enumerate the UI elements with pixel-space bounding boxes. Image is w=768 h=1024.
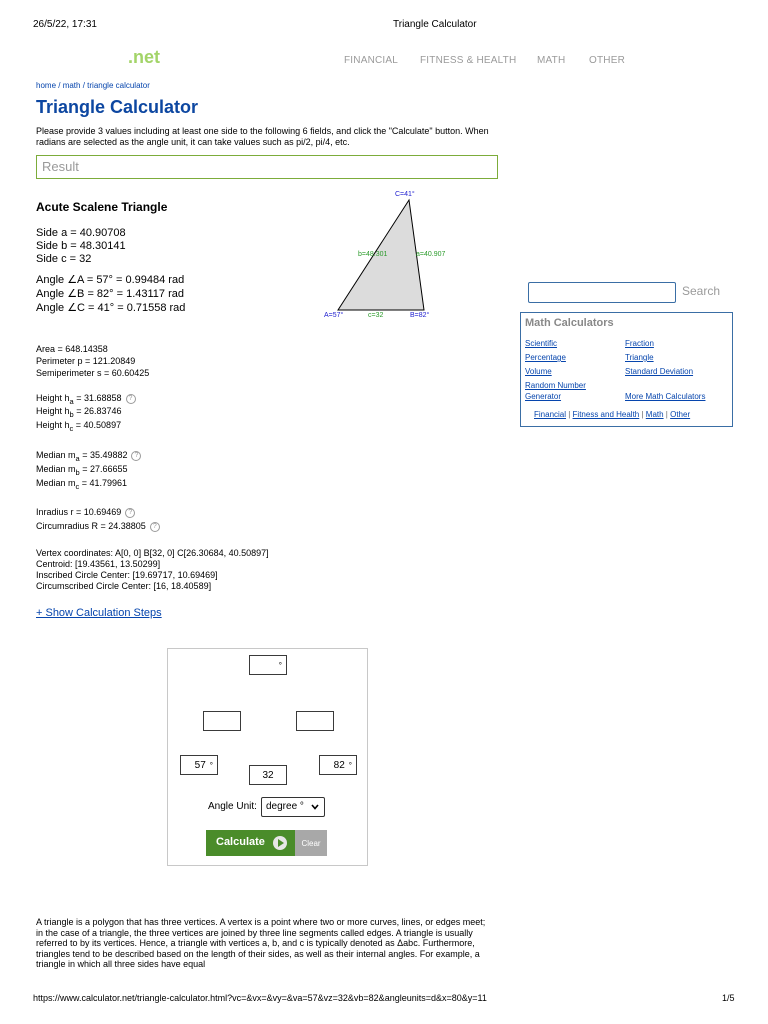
circumcenter-value: Circumscribed Circle Center: [16, 18.40589]	[36, 581, 212, 591]
separator: |	[639, 410, 646, 419]
nav-financial[interactable]: FINANCIAL	[344, 55, 399, 66]
height-label: Height h	[36, 420, 70, 430]
show-calculation-steps-link[interactable]: + Show Calculation Steps	[36, 607, 162, 619]
breadcrumb-home[interactable]: home	[36, 81, 57, 90]
perimeter-value: Perimeter p = 121.20849	[36, 356, 136, 366]
nav-other[interactable]: OTHER	[589, 55, 625, 66]
help-icon[interactable]: ?	[131, 451, 141, 461]
height-subscript: a	[69, 396, 74, 406]
median-subscript: a	[75, 453, 80, 463]
semiperimeter-value: Semiperimeter s = 60.60425	[36, 368, 150, 378]
print-url: https://www.calculator.net/triangle-calculator.html?vc=&vx=&vy=&va=57&vz=32&vb=82&angleunits=d&x=80&y=11	[33, 993, 487, 1003]
height-number: = 31.68858	[73, 393, 122, 403]
inradius-text: Inradius r = 10.69469	[36, 507, 122, 517]
circumradius-text: Circumradius R = 24.38805	[36, 521, 146, 531]
result-header: Result	[36, 155, 498, 179]
breadcrumb-separator: /	[80, 81, 88, 90]
degree-symbol: °	[278, 660, 282, 670]
link-standard-deviation[interactable]: Standard Deviation	[625, 367, 694, 376]
height-label: Height h	[36, 393, 70, 403]
median-label: Median m	[36, 450, 76, 460]
angle-unit-value: degree °	[266, 801, 304, 812]
angle-a-input[interactable]	[180, 755, 218, 775]
print-title: Triangle Calculator	[393, 19, 477, 30]
side-c-label: c=32	[368, 312, 384, 319]
search-button[interactable]: Search	[682, 284, 721, 298]
triangle-type: Acute Scalene Triangle	[36, 200, 168, 214]
link-scientific[interactable]: Scientific	[525, 339, 558, 348]
link-random-number-generator-2[interactable]: Generator	[525, 392, 562, 401]
inradius-value	[36, 507, 135, 518]
angle-unit-label: Angle Unit:	[208, 801, 257, 812]
height-label: Height h	[36, 406, 70, 416]
triangle-description: A triangle is a polygon that has three vertices. A vertex is a point where two or more curves, lines, or edges meet; in the case of a triangle, the three vertices are joined by three line segments called edges. A triangle is usually referred to by its vertices. Hence, a triangle with vertices a, b, and c is typically denoted as Δabc. Furthermore, triangles tend to be described based on the length of their sides, as well as their internal angles. For example, a triangle in which all three sides have equal	[36, 917, 486, 969]
footer-link-financial[interactable]: Financial	[534, 410, 567, 419]
vertex-c-label: C=41°	[395, 191, 415, 198]
vertex-a-label: A=57°	[324, 312, 344, 319]
breadcrumb-current: triangle calculator	[87, 81, 150, 90]
angle-b-value: Angle ∠B = 82° = 1.43117 rad	[36, 288, 184, 300]
median-a-value	[36, 450, 141, 463]
angle-a-value: Angle ∠A = 57° = 0.99484 rad	[36, 274, 185, 286]
height-subscript: c	[69, 423, 74, 433]
breadcrumb	[36, 81, 150, 90]
vertex-coordinates: Vertex coordinates: A[0, 0] B[32, 0] C[26.30684, 40.50897]	[36, 548, 269, 558]
incenter-value: Inscribed Circle Center: [19.69717, 10.69469]	[36, 570, 218, 580]
math-calculators-title: Math Calculators	[525, 317, 614, 329]
angle-b-input-value: 82	[333, 759, 345, 771]
footer-link-other[interactable]: Other	[670, 410, 691, 419]
link-triangle[interactable]: Triangle	[625, 353, 654, 362]
side-b-input[interactable]	[203, 711, 241, 731]
help-icon[interactable]: ?	[125, 508, 135, 518]
side-a-input[interactable]	[296, 711, 334, 731]
side-a-label: a=40.907	[416, 251, 446, 258]
link-random-number-generator[interactable]: Random Number	[525, 381, 586, 390]
breadcrumb-math[interactable]: math	[62, 81, 81, 90]
separator: |	[566, 410, 573, 419]
link-more-math-calculators[interactable]: More Math Calculators	[625, 392, 706, 401]
category-links	[534, 410, 690, 419]
circumradius-value	[36, 521, 160, 532]
side-b-label: b=48.301	[358, 251, 388, 258]
help-icon[interactable]: ?	[150, 522, 160, 532]
centroid-value: Centroid: [19.43561, 13.50299]	[36, 559, 161, 569]
angle-b-input[interactable]	[319, 755, 357, 775]
chevron-down-icon	[311, 804, 319, 810]
height-c-value	[36, 420, 121, 433]
median-label: Median m	[36, 464, 76, 474]
height-b-value	[36, 406, 122, 419]
intro-text: Please provide 3 values including at least one side to the following 6 fields, and click the "Calculate" button. When radians are selected as the angle unit, it can take values such as pi/2, pi/4, etc.	[36, 126, 489, 147]
calculate-button[interactable]	[206, 830, 295, 856]
footer-link-math[interactable]: Math	[645, 410, 664, 419]
footer-link-fitness[interactable]: Fitness and Health	[572, 410, 640, 419]
search-input[interactable]	[528, 282, 676, 303]
side-a-value: Side a = 40.90708	[36, 227, 126, 239]
side-c-input[interactable]: 32	[249, 765, 287, 785]
print-date: 26/5/22, 17:31	[33, 19, 97, 30]
median-label: Median m	[36, 478, 76, 488]
clear-button[interactable]: Clear	[295, 830, 327, 856]
side-c-value: Side c = 32	[36, 253, 92, 265]
print-page-number: 1/5	[722, 993, 735, 1003]
help-icon[interactable]: ?	[126, 394, 136, 404]
median-number: = 35.49882	[79, 450, 128, 460]
median-b-value	[36, 464, 127, 477]
side-b-value: Side b = 48.30141	[36, 240, 126, 252]
height-subscript: b	[69, 409, 74, 419]
angle-c-value: Angle ∠C = 41° = 0.71558 rad	[36, 302, 186, 314]
area-value: Area = 648.14358	[36, 344, 108, 354]
vertex-b-label: B=82°	[410, 312, 430, 319]
angle-unit-select[interactable]	[261, 797, 325, 817]
link-percentage[interactable]: Percentage	[525, 353, 566, 362]
link-volume[interactable]: Volume	[525, 367, 552, 376]
play-icon	[273, 836, 287, 850]
degree-symbol: °	[209, 760, 213, 770]
site-logo[interactable]: .net	[128, 47, 161, 67]
link-fraction[interactable]: Fraction	[625, 339, 654, 348]
median-number: = 41.79961	[79, 478, 128, 488]
height-number: = 40.50897	[73, 420, 122, 430]
calculate-button-label: Calculate	[216, 836, 265, 848]
height-number: = 26.83746	[73, 406, 122, 416]
height-a-value	[36, 393, 136, 406]
median-c-value	[36, 478, 127, 491]
breadcrumb-separator: /	[56, 81, 63, 90]
angle-c-input[interactable]	[249, 655, 287, 675]
nav-fitness-health[interactable]: FITNESS & HEALTH	[420, 55, 517, 66]
angle-a-input-value: 57	[194, 759, 206, 771]
median-subscript: c	[75, 481, 80, 491]
median-subscript: b	[75, 467, 80, 477]
page-title: Triangle Calculator	[36, 97, 199, 117]
degree-symbol: °	[348, 760, 352, 770]
median-number: = 27.66655	[79, 464, 128, 474]
triangle-diagram	[320, 186, 470, 321]
nav-math[interactable]: MATH	[537, 55, 566, 66]
separator: |	[663, 410, 671, 419]
